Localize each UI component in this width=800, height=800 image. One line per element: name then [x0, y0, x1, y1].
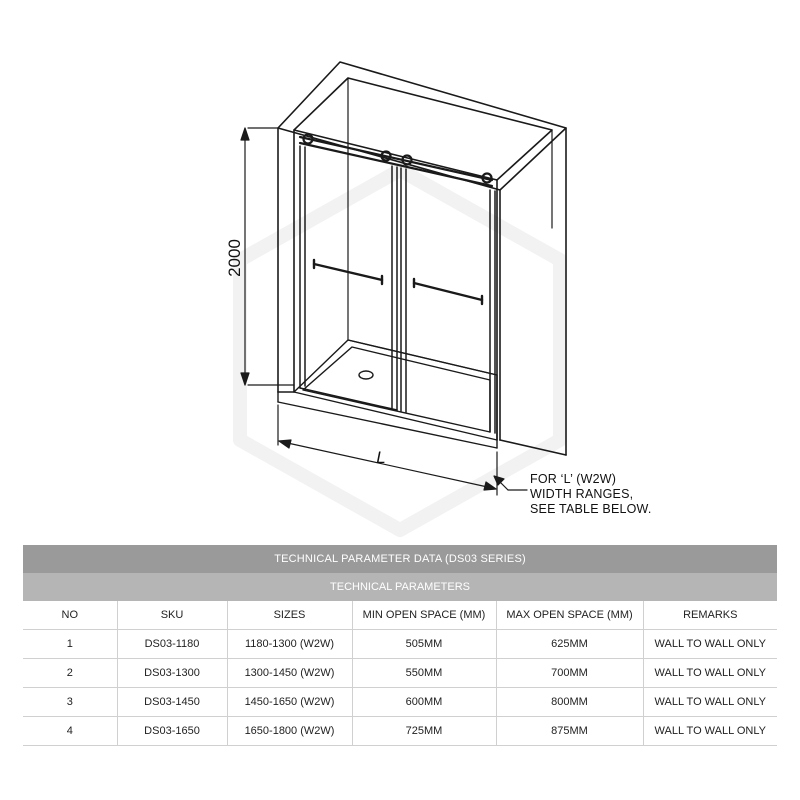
shower-tray [278, 340, 497, 448]
cell-sizes: 1650-1800 (W2W) [227, 717, 352, 746]
cell-no: 1 [23, 630, 117, 659]
note-leader-line [494, 476, 527, 490]
watermark-logo [240, 170, 560, 530]
cell-remarks: WALL TO WALL ONLY [643, 688, 777, 717]
column-header-min-open: MIN OPEN SPACE (MM) [352, 601, 496, 630]
cell-no: 3 [23, 688, 117, 717]
cell-min-open: 600MM [352, 688, 496, 717]
cell-sizes: 1450-1650 (W2W) [227, 688, 352, 717]
note-line-1: FOR ‘L’ (W2W) [530, 472, 617, 486]
cell-min-open: 550MM [352, 659, 496, 688]
cell-sizes: 1300-1450 (W2W) [227, 659, 352, 688]
technical-parameter-table [23, 545, 777, 746]
cell-remarks: WALL TO WALL ONLY [643, 630, 777, 659]
cell-no: 2 [23, 659, 117, 688]
table-row [23, 717, 777, 746]
table-row [23, 630, 777, 659]
column-header-no: NO [23, 601, 117, 630]
cell-max-open: 800MM [496, 688, 643, 717]
cell-max-open: 625MM [496, 630, 643, 659]
cell-sku: DS03-1450 [117, 688, 227, 717]
cell-sizes: 1180-1300 (W2W) [227, 630, 352, 659]
table-subtitle: TECHNICAL PARAMETERS [23, 573, 777, 601]
left-wall [278, 128, 294, 392]
column-header-sku: SKU [117, 601, 227, 630]
cell-min-open: 505MM [352, 630, 496, 659]
width-range-note [530, 472, 652, 517]
column-header-max-open: MAX OPEN SPACE (MM) [496, 601, 643, 630]
drain-icon [359, 371, 373, 379]
note-line-2: WIDTH RANGES, [530, 487, 634, 501]
cell-max-open: 875MM [496, 717, 643, 746]
right-towel-bar [414, 279, 482, 304]
height-label: 2000 [225, 239, 244, 277]
cell-sku: DS03-1180 [117, 630, 227, 659]
cell-min-open: 725MM [352, 717, 496, 746]
cell-max-open: 700MM [496, 659, 643, 688]
note-line-3: SEE TABLE BELOW. [530, 502, 652, 516]
cell-sku: DS03-1300 [117, 659, 227, 688]
column-header-remarks: REMARKS [643, 601, 777, 630]
cell-no: 4 [23, 717, 117, 746]
column-header-sizes: SIZES [227, 601, 352, 630]
cell-remarks: WALL TO WALL ONLY [643, 717, 777, 746]
cell-remarks: WALL TO WALL ONLY [643, 659, 777, 688]
table-row [23, 659, 777, 688]
length-label: L [376, 448, 386, 467]
table-row [23, 688, 777, 717]
cell-sku: DS03-1650 [117, 717, 227, 746]
table-title: TECHNICAL PARAMETER DATA (DS03 SERIES) [23, 545, 777, 573]
